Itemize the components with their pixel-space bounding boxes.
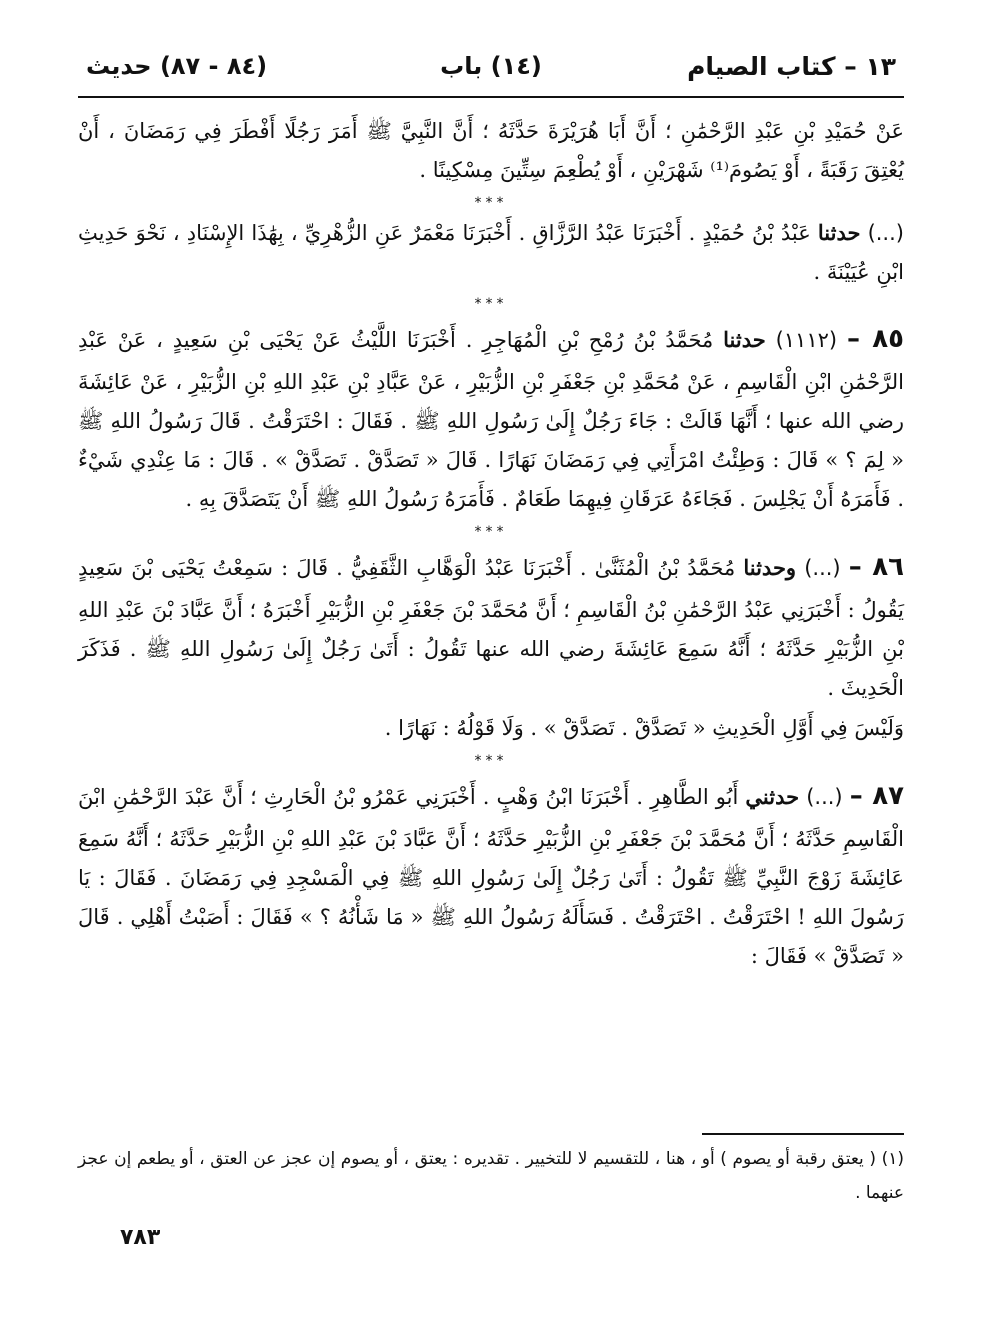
hadith-reference: (...) [867, 220, 904, 245]
hadith-range [86, 52, 267, 80]
hadith-number: ٨٦ – [848, 551, 904, 582]
hadith-reference: (...) [806, 785, 843, 810]
hadith-paragraph [78, 543, 904, 708]
bab-word: باب [440, 52, 483, 80]
chapter-title: ١٣ – كتاب الصيام [687, 52, 896, 81]
hadith-paragraph [78, 315, 904, 518]
hadith-text: مُحَمَّدُ بْنُ الْمُثَنَّىٰ . أَخْبَرَنَا عَبْدُ الْوَهَّابِ الثَّقَفِيُّ . قَالَ : سَمِعْتُ يَحْيَى بْنَ سَعِيدٍ يَقُولُ : أَخْبَرَنِي عَبْدُ الرَّحْمَٰنِ بْنُ الْقَاسِمِ ؛ أَنَّ مُحَمَّدَ بْنَ جَعْفَرِ بْنِ الزُّبَيْرِ أَخْبَرَهُ ؛ أَنَّ عَبَّادَ بْنَ عَبْدِ اللهِ بْنِ الزُّبَيْرِ حَدَّثَهُ ؛ أَنَّهُ سَمِعَ عَائِشَةَ رضي الله عنها تَقُولُ : أَتَىٰ رَجُلٌ إِلَىٰ رَسُولِ اللهِ ﷺ . فَذَكَرَ الْحَدِيثَ . [78, 555, 904, 700]
hadith-opener: حدثنا [817, 219, 861, 245]
hadith-number: ٨٥ – [846, 324, 904, 355]
hadith-note-text: وَلَيْسَ فِي أَوَّلِ الْحَدِيثِ « تَصَدَّقْ . تَصَدَّقْ » . وَلَا قَوْلُهُ : نَهَارًا . [384, 716, 904, 741]
page-number: ٧٨٣ [120, 1225, 161, 1250]
hadith-opener: وحدثنا [743, 554, 797, 580]
hadith-paragraph [78, 772, 904, 975]
hadith-text: أَبُو الطَّاهِرِ . أَخْبَرَنَا ابْنُ وَهْبٍ . أَخْبَرَنِي عَمْرُو بْنُ الْحَارِثِ ؛ أَنَّ عَبْدَ الرَّحْمَٰنِ ابْنَ الْقَاسِمِ حَدَّثَهُ ؛ أَنَّ مُحَمَّدَ بْنَ جَعْفَرِ بْنِ الزُّبَيْرِ حَدَّثَهُ ؛ أَنَّ عَبَّادَ بْنَ عَبْدِ اللهِ بْنِ الزُّبَيْرِ حَدَّثَهُ ؛ أَنَّهُ سَمِعَ عَائِشَةَ زَوْجَ النَّبِيِّ ﷺ تَقُولُ : أَتَىٰ رَجُلٌ إِلَىٰ رَسُولِ اللهِ ﷺ فِي الْمَسْجِدِ فِي رَمَضَانَ . فَقَالَ : يَا رَسُولَ اللهِ ! احْتَرَقْتُ . احْتَرَقْتُ . فَسَأَلَهُ رَسُولُ اللهِ ﷺ « مَا شَأْنُهُ ؟ » فَقَالَ : أَصَبْتُ أَهْلِي . قَالَ « تَصَدَّقْ » فَقَالَ : [78, 785, 904, 968]
hadith-opener: حدثني [745, 784, 800, 810]
hadith-range-numbers: (٨٤ - ٨٧) [159, 52, 268, 80]
header-divider [78, 96, 904, 98]
footnote: (١) ( يعتق رقبة أو يصوم ) أو ، هنا ، للتقسيم لا للتخيير . تقديره : يعتق ، أو يصوم إن عجز عن العتق ، أو يطعم إن عجز عنهما . [78, 1149, 904, 1203]
separator-stars: *** [474, 753, 508, 770]
hadith-note [78, 709, 904, 748]
hadith-reference: (١١١٢) [775, 328, 838, 353]
footnote-divider [702, 1133, 904, 1135]
main-text [78, 112, 904, 982]
separator-stars: *** [474, 296, 508, 313]
hadith-paragraph [78, 214, 904, 292]
hadith-text: مُحَمَّدُ بْنُ رُمْحِ بْنِ الْمُهَاجِرِ . أَخْبَرَنَا اللَّيْثُ عَنْ يَحْيَى بْنِ سَعِيدٍ ، عَنْ عَبْدِ الرَّحْمَٰنِ ابْنِ الْقَاسِمِ ، عَنْ مُحَمَّدِ بْنِ جَعْفَرِ بْنِ الزُّبَيْرِ ، عَنْ عَبَّادِ بْنِ عَبْدِ اللهِ بْنِ الزُّبَيْرِ ، عَنْ عَائِشَةَ رضي الله عنها ؛ أَنَّهَا قَالَتْ : جَاءَ رَجُلٌ إِلَىٰ رَسُولِ اللهِ ﷺ . فَقَالَ : احْتَرَقْتُ . قَالَ رَسُولُ اللهِ ﷺ « لِمَ ؟ » قَالَ : وَطِئْتُ امْرَأَتِي فِي رَمَضَانَ نَهَارًا . قَالَ « تَصَدَّقْ . تَصَدَّقْ » . قَالَ : مَا عِنْدِي شَيْءٌ . فَأَمَرَهُ أَنْ يَجْلِسَ . فَجَاءَهُ عَرَقَانِ فِيهِمَا طَعَامٌ . فَأَمَرَهُ رَسُولُ اللهِ ﷺ أَنْ يَتَصَدَّقَ بِهِ . [78, 328, 904, 511]
separator-stars: *** [474, 194, 508, 211]
paragraph-text: عَنْ حُمَيْدِ بْنِ عَبْدِ الرَّحْمَٰنِ ؛ أَنَّ أَبَا هُرَيْرَةَ حَدَّثَهُ ؛ أَنَّ النَّبِيَّ ﷺ أَمَرَ رَجُلًا أَفْطَرَ فِي رَمَضَانَ ، أَنْ يُعْتِقَ رَقَبَةً ، أَوْ يَصُومَ⁽¹⁾ شَهْرَيْنِ ، أَوْ يُطْعِمَ سِتِّينَ مِسْكِينًا . [78, 119, 904, 182]
hadith-word: حديث [86, 52, 152, 80]
hadith-text: عَبْدُ بْنُ حُمَيْدٍ . أَخْبَرَنَا عَبْدُ الرَّزَّاقِ . أَخْبَرَنَا مَعْمَرٌ عَنِ الزُّهْرِيِّ ، بِهَٰذَا الإِسْنَادِ ، نَحْوَ حَدِيثِ ابْنِ عُيَيْنَةَ . [78, 220, 904, 284]
hadith-reference: (...) [804, 555, 841, 580]
running-header [78, 52, 904, 96]
hadith-opener: حدثنا [723, 327, 766, 353]
paragraph-continuation [78, 112, 904, 190]
hadith-number: ٨٧ – [849, 781, 904, 812]
separator-stars: *** [474, 523, 508, 540]
bab-number: (١٤) [490, 52, 542, 80]
